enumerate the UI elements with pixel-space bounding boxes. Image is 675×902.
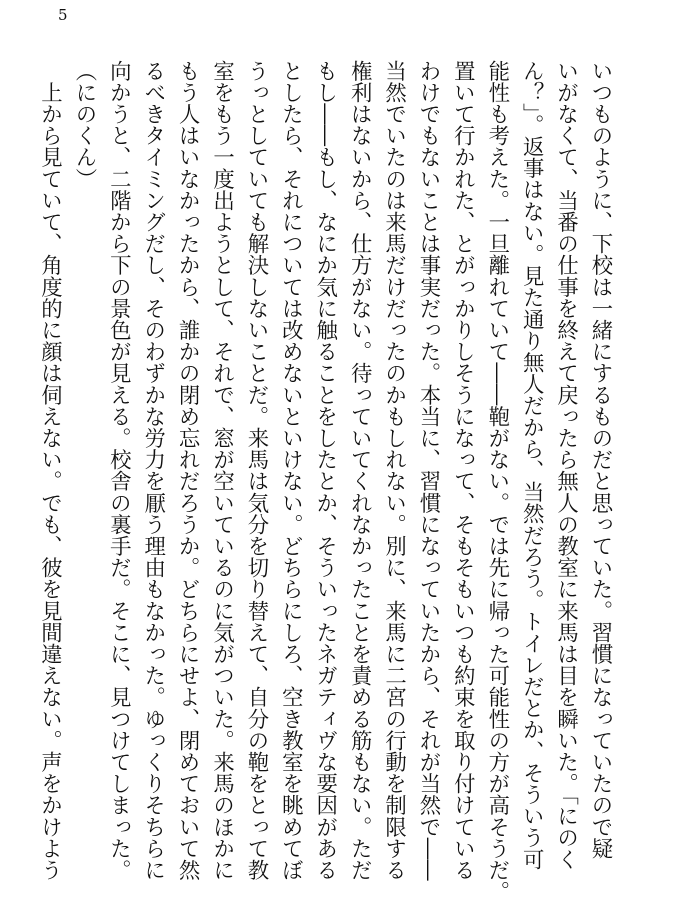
text-line: （にのくん）	[71, 60, 97, 190]
text-line: いつものように、下校は一緒にするものだと思っていた。習慣になっていたので疑	[588, 60, 613, 860]
text-line: 向かうと、二階から下の景色が見える。校舎の裏手だ。そこに、見つけてしまった。	[106, 60, 132, 881]
text-line: もう人はいなかったから、誰かの閉め忘れだろうか。どちらにせよ、閉めておいて然	[175, 60, 201, 881]
body-text	[37, 60, 617, 902]
text-line: 上から見ていて、角度的に顔は伺えない。でも、彼を見間違えない。声をかけよう	[37, 60, 63, 881]
text-line: もし――もし、なにか気に触ることをしたとか、そういったネガティヴな要因がある	[312, 60, 338, 881]
text-line: 権利はないから、仕方がない。待っていてくれなかったことを責める筋もない。ただ	[347, 60, 373, 881]
text-line: いがなくて、当番の仕事を終えて戻ったら無人の教室に来馬は目を瞬いた。「にのく	[553, 60, 579, 871]
text-line: わけでもないことは事実だった。本当に、習慣になっていたから、それが当然で――	[415, 60, 441, 881]
text-line: ん？」。返事はない。見た通り無人だから、当然だろう。トイレだとか、そういう可	[519, 60, 545, 871]
text-line: 室をもう一度出ようとして、それで、窓が空いているのに気がついた。来馬のほかに	[209, 60, 235, 881]
text-line: うっとしていても解決しないことだ。来馬は気分を切り替えて、自分の鞄をとって教	[243, 60, 269, 881]
page-number: 5	[58, 6, 68, 24]
text-line: 置いて行かれた、とがっかりしそうになって、そもそもいつも約束を取り付けている	[450, 60, 476, 881]
text-line: るべきタイミングだし、そのわずかな労力を厭う理由もなかった。ゆっくりそちらに	[140, 60, 166, 881]
text-line: 当然でいたのは来馬だけだったのかもしれない。別に、来馬に二宮の行動を制限する	[381, 60, 407, 881]
text-line: 能性も考えた。一旦離れていて――鞄がない。では先に帰った可能性の方が高そうだ。	[484, 60, 510, 902]
text-line: としたら、それについては改めないといけない。どちらにしろ、空き教室を眺めてぼ	[278, 60, 304, 881]
